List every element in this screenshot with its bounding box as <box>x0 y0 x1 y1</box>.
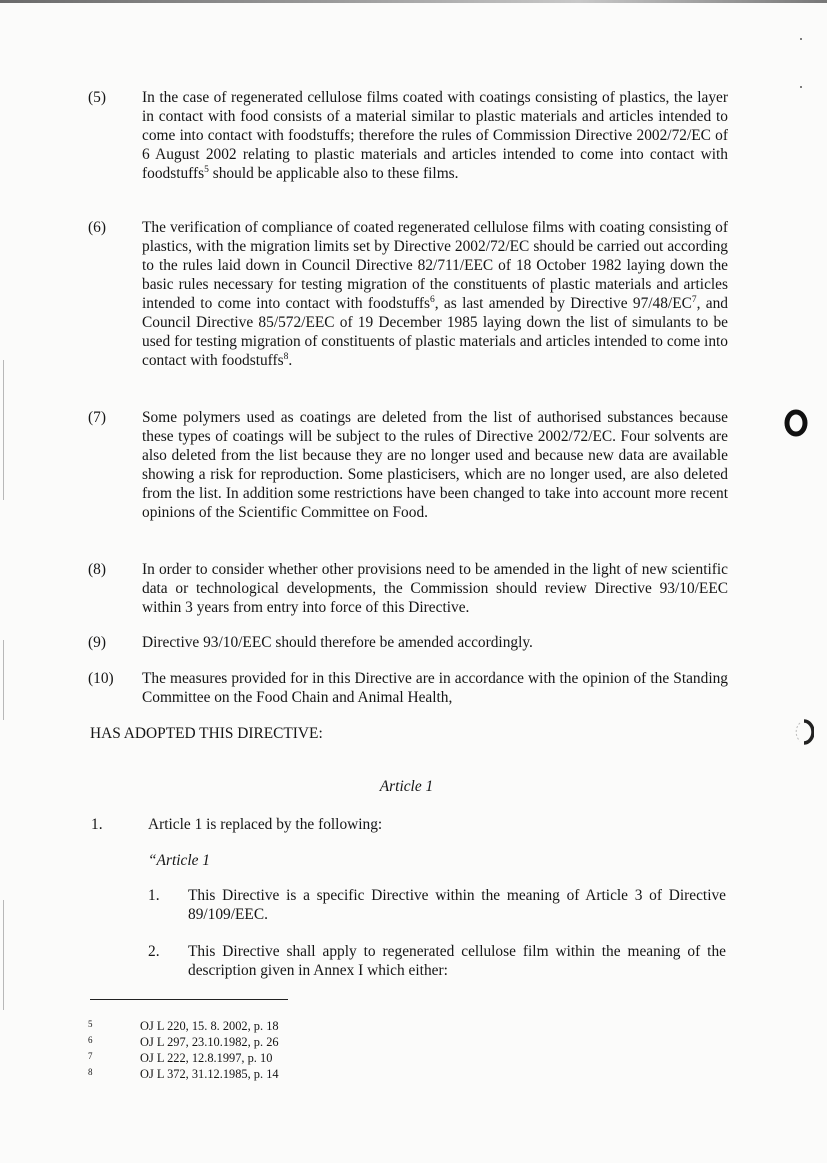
sub-item-number: 2. <box>148 943 160 960</box>
recital-number: (5) <box>88 89 106 106</box>
footnote-mark: 7 <box>88 1051 93 1061</box>
recital-text: The verification of compliance of coated regenerated cellulose films with coating consisting of plastics, with the migration limits set by Directive 2002/72/EC should be carried out according to the rules laid down in Council Directive 82/711/EEC of 18 October 1982 laying down the basic rules necessary for testing migration of the constituents of plastic materials and articles intended to come into contact with foodstuffs$^6$, as last amended by Directive $97/48/EC^7$, and Council Directive 85/572/EEC of 19 December 1985 laying down the list of simulants to be used for testing migration of constituents of plastic materials and articles intended to come into contact with foodstuffs$^8$. <box>142 219 729 369</box>
scan-margin-line <box>3 640 4 720</box>
recital-text: Some polymers used as coatings are deleted from the list of authorised substances because these types of coatings will be subject to the rules of Directive 2002/72/EC. Four solvents are also deleted from the list because they are no longer used and because new data are available showing a risk for reproduction. Some plasticisers, which are no longer used, are also deleted from the list. In addition some restrictions have been changed to take into account more recent opinions of the Scientific Committee on Food. <box>142 409 728 521</box>
recital-number: (8) <box>88 561 106 578</box>
quoted-sub-item-2 <box>148 942 726 980</box>
recital-text: In the case of regenerated cellulose films coated with coatings consisting of plastics, the layer in contact with food consists of a material similar to plastic materials and articles intended to come into contact with foodstuffs; therefore the rules of Commission Directive 2002/72/EC of 6 August 2002 relating to plastic materials and articles intended to come into contact with foodstuffs$^5$ should be applicable also to these films. <box>142 89 728 182</box>
recital-8 <box>88 560 728 617</box>
sub-item-number: 1. <box>148 887 160 904</box>
recital-text: Directive 93/10/EEC should therefore be amended accordingly. <box>142 634 533 651</box>
quoted-sub-item-1 <box>148 886 726 924</box>
scan-top-edge <box>0 0 827 3</box>
sub-item-text: This Directive is a specific Directive within the meaning of Article 3 of Directive 89/109/EEC. <box>188 887 726 923</box>
footnote-ref: 5 <box>204 165 209 175</box>
footnote-mark: 6 <box>88 1035 93 1045</box>
footnote-divider <box>90 999 288 1000</box>
footnote-text: OJ L 297, 23.10.1982, p. 26 <box>140 1035 279 1049</box>
footnote-ref: 7 <box>691 295 697 305</box>
adopted-statement: HAS ADOPTED THIS DIRECTIVE: <box>90 725 323 742</box>
recital-text: The measures provided for in this Directive are in accordance with the opinion of the Standing Committee on the Food Chain and Animal Health, <box>142 670 728 706</box>
punch-hole-icon <box>784 408 808 438</box>
recital-5 <box>88 88 728 183</box>
footnote <box>88 1065 279 1083</box>
article-heading: Article 1 <box>379 778 434 795</box>
recital-10 <box>88 669 728 707</box>
footnote-mark: 8 <box>88 1067 93 1077</box>
recital-9 <box>88 633 728 652</box>
footnote <box>88 1049 272 1067</box>
article-item-number: 1. <box>91 816 103 833</box>
recital-number: (9) <box>88 634 106 651</box>
footnote-ref: 6 <box>430 295 435 305</box>
sub-item-text: This Directive shall apply to regenerated cellulose film within the meaning of the description given in Annex I which either: <box>188 943 726 979</box>
recital-number: (7) <box>88 409 106 426</box>
article-item-text: Article 1 is replaced by the following: <box>148 816 383 833</box>
scan-speck <box>800 38 802 40</box>
recital-7 <box>88 408 728 522</box>
scan-margin-line <box>3 900 4 1010</box>
footnote-mark: 5 <box>88 1019 93 1029</box>
recital-6 <box>88 218 728 370</box>
footnote <box>88 1033 279 1051</box>
punch-hole-icon <box>792 718 814 746</box>
recital-text: In order to consider whether other provisions need to be amended in the light of new scientific data or technological developments, the Commission should review Directive 93/10/EEC within 3 years from entry into force of this Directive. <box>142 561 728 616</box>
footnote-ref: 8 <box>283 352 289 362</box>
footnote-text: OJ L 372, 31.12.1985, p. 14 <box>140 1067 279 1081</box>
footnote <box>88 1017 279 1035</box>
quoted-article-heading: “Article 1 <box>148 852 210 869</box>
scan-margin-line <box>3 360 4 500</box>
recital-number: (6) <box>88 219 106 236</box>
scan-speck <box>800 86 802 88</box>
footnote-text: OJ L 222, 12.8.1997, p. 10 <box>140 1051 273 1065</box>
recital-number: (10) <box>88 670 114 687</box>
footnote-text: OJ L 220, 15. 8. 2002, p. 18 <box>140 1019 279 1033</box>
